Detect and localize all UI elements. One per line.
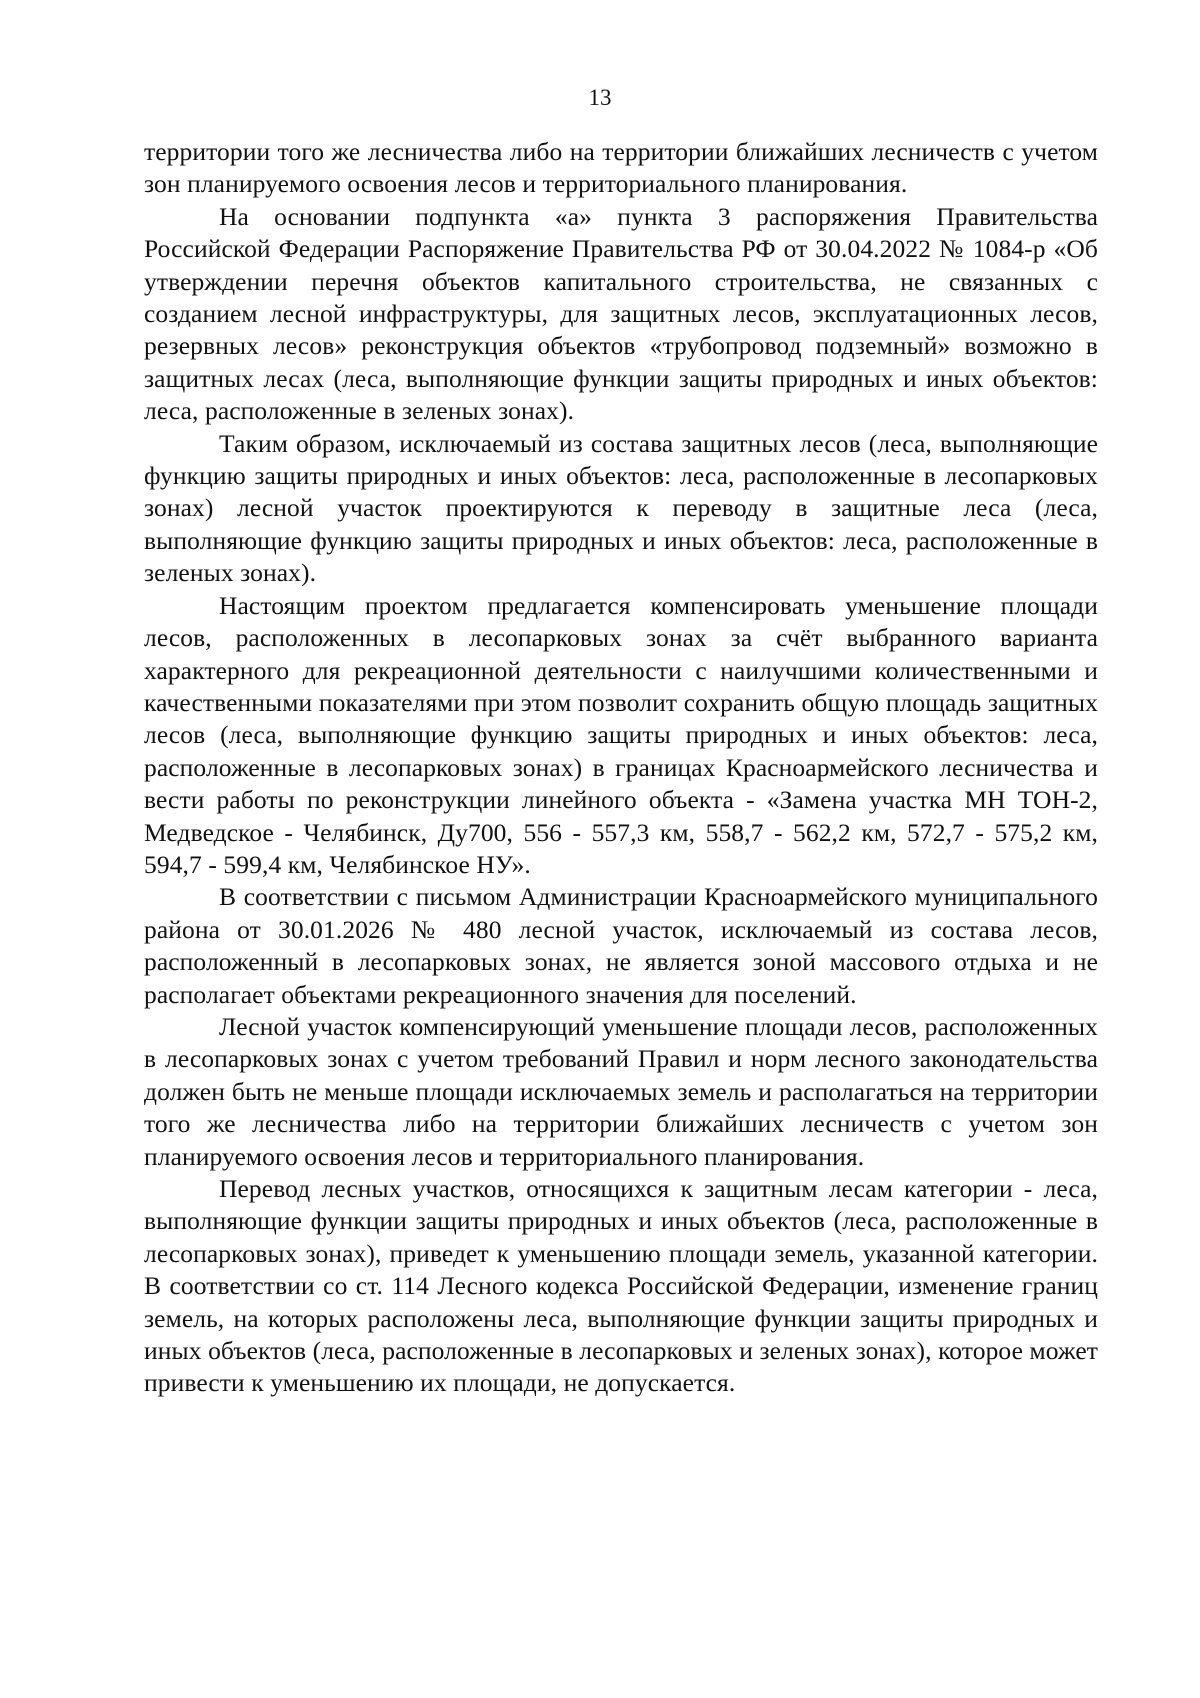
paragraph-compensating-plot: Лесной участок компенсирующий уменьшение площади лесов, расположенных в лесопарковых зонах с учетом требований Правил и норм лесного законодательства должен быть не меньше площади исключаемых земель и располагаться на территории того же лесничества либо на территории ближайших лесничеств с учетом зон планируемого освоения лесов и территориального планирования. bbox=[144, 1011, 1098, 1171]
paragraph-continuation: территории того же лесничества либо на территории ближайших лесничеств с учетом зон планируемого освоения лесов и территориального планирования. bbox=[144, 137, 1098, 199]
document-body bbox=[144, 136, 1098, 1400]
paragraph-conclusion: Таким образом, исключаемый из состава защитных лесов (леса, выполняющие функцию защиты природных и иных объектов: леса, расположенные в лесопарковых зонах) лесной участок проектируются к переводу в защитные леса (леса, выполняющие функцию защиты природных и иных объектов: леса, расположенные в зеленых зонах). bbox=[144, 428, 1098, 588]
paragraph-compensation-proposal: Настоящим проектом предлагается компенсировать уменьшение площади лесов, расположенных в лесопарковых зонах за счёт выбранного варианта характерного для рекреационной деятельности с наилучшими количественными и качественными показателями при этом позволит сохранить общую площадь защитных лесов (леса, выполняющие функцию защиты природных и иных объектов: леса, расположенные в лесопарковых зонах) в границах Красноармейского лесничества и вести работы по реконструкции линейного объекта - «Замена участка МН ТОН-2, Медведское - Челябинск, Ду700, 556 - 557,3 км, 558,7 - 562,2 км, 572,7 - 575,2 км, 594,7 - 599,4 км, Челябинское НУ». bbox=[144, 590, 1098, 879]
paragraph-legal-basis: На основании подпункта «а» пункта 3 распоряжения Правительства Российской Федерации Распоряжение Правительства РФ от 30.04.2022 № 1084-р «Об утверждении перечня объектов капитального строительства, не связанных с созданием лесной инфраструктуры, для защитных лесов, эксплуатационных лесов, резервных лесов» реконструкция объектов «трубопровод подземный» возможно в защитных лесах (леса, выполняющие функции защиты природных и иных объектов: леса, расположенные в зеленых зонах). bbox=[144, 201, 1098, 426]
page-number: 13 bbox=[588, 85, 612, 110]
paragraph-forest-code: Перевод лесных участков, относящихся к защитным лесам категории - леса, выполняющие функции защиты природных и иных объектов (леса, расположенные в лесопарковых зонах), приведет к уменьшению площади земель, указанной категории. В соответствии со ст. 114 Лесного кодекса Российской Федерации, изменение границ земель, на которых расположены леса, выполняющие функции защиты природных и иных объектов (леса, расположенные в лесопарковых и зеленых зонах), которое может привести к уменьшению их площади, не допускается. bbox=[144, 1174, 1098, 1398]
paragraph-administration-letter: В соответствии с письмом Администрации Красноармейского муниципального района от 30.01.2026 № 480 лесной участок, исключаемый из состава лесов, расположенный в лесопарковых зонах, не является зоной массового отдыха и не располагает объектами рекреационного значения для поселений. bbox=[144, 882, 1098, 1009]
